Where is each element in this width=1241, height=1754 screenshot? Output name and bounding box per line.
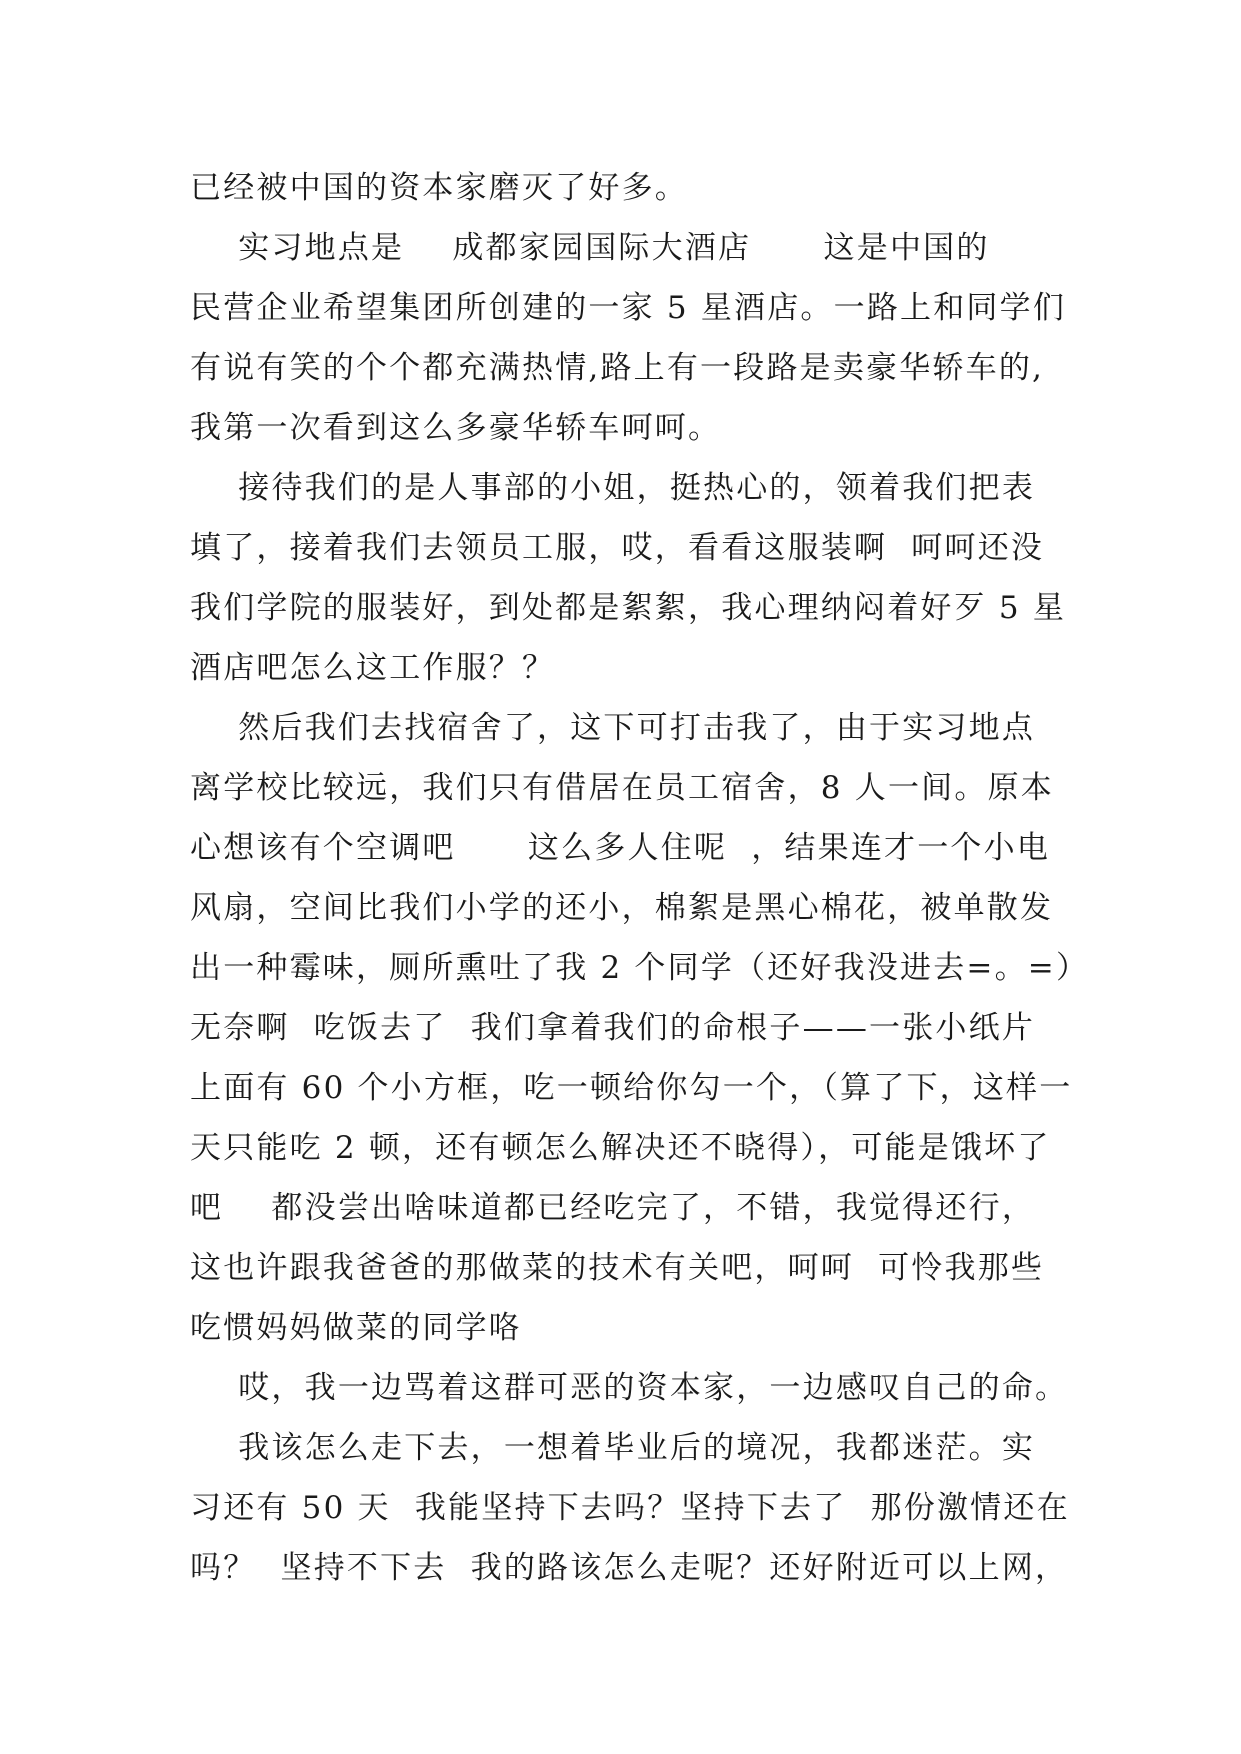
text-line: 实习地点是 成都家园国际大酒店 这是中国的 — [190, 230, 990, 266]
text-line: 哎，我一边骂着这群可恶的资本家，一边感叹自己的命。 — [190, 1370, 1069, 1406]
text-line: 吃惯妈妈做菜的同学咯 — [190, 1310, 522, 1346]
text-line: 这也许跟我爸爸的那做菜的技术有关吧，呵呵 可怜我那些 — [190, 1250, 1045, 1286]
text-line: 填了，接着我们去领员工服，哎，看看这服装啊 呵呵还没 — [190, 530, 1045, 566]
document-body — [190, 158, 1090, 1598]
text-line: 上面有 60 个小方框，吃一顿给你勾一个，（算了下，这样一 — [190, 1070, 1073, 1106]
text-line: 然后我们去找宿舍了，这下可打击我了，由于实习地点 — [190, 710, 1036, 746]
text-line: 吗？ 坚持不下去 我的路该怎么走呢？还好附近可以上网， — [190, 1550, 1069, 1586]
text-line: 我们学院的服装好，到处都是絮絮，我心理纳闷着好歹 5 星 — [190, 590, 1067, 626]
text-line: 已经被中国的资本家磨灭了好多。 — [190, 170, 688, 206]
text-line: 无奈啊 吃饭去了 我们拿着我们的命根子——一张小纸片 — [190, 1010, 1036, 1046]
text-line: 酒店吧怎么这工作服？？ — [190, 650, 556, 686]
text-line: 我该怎么走下去，一想着毕业后的境况，我都迷茫。实 — [190, 1430, 1036, 1466]
text-line: 出一种霉味，厕所熏吐了我 2 个同学（还好我没进去=。=） — [190, 950, 1090, 986]
text-line: 天只能吃 2 顿，还有顿怎么解决还不晓得），可能是饿坏了 — [190, 1130, 1051, 1166]
text-line: 吧 都没尝出啥味道都已经吃完了，不错，我觉得还行， — [190, 1190, 1036, 1226]
text-line: 离学校比较远，我们只有借居在员工宿舍，8 人一间。原本 — [190, 770, 1054, 806]
text-line: 心想该有个空调吧 这么多人住呢 ，结果连才一个小电 — [190, 830, 1051, 866]
text-line: 习还有 50 天 我能坚持下去吗？坚持下去了 那份激情还在 — [190, 1490, 1070, 1526]
text-line: 风扇，空间比我们小学的还小，棉絮是黑心棉花，被单散发 — [190, 890, 1054, 926]
text-line: 有说有笑的个个都充满热情,路上有一段路是卖豪华轿车的, — [190, 350, 1045, 386]
text-line: 民营企业希望集团所创建的一家 5 星酒店。一路上和同学们 — [190, 290, 1067, 326]
text-line: 接待我们的是人事部的小姐，挺热心的，领着我们把表 — [190, 470, 1036, 506]
text-line: 我第一次看到这么多豪华轿车呵呵。 — [190, 410, 722, 446]
